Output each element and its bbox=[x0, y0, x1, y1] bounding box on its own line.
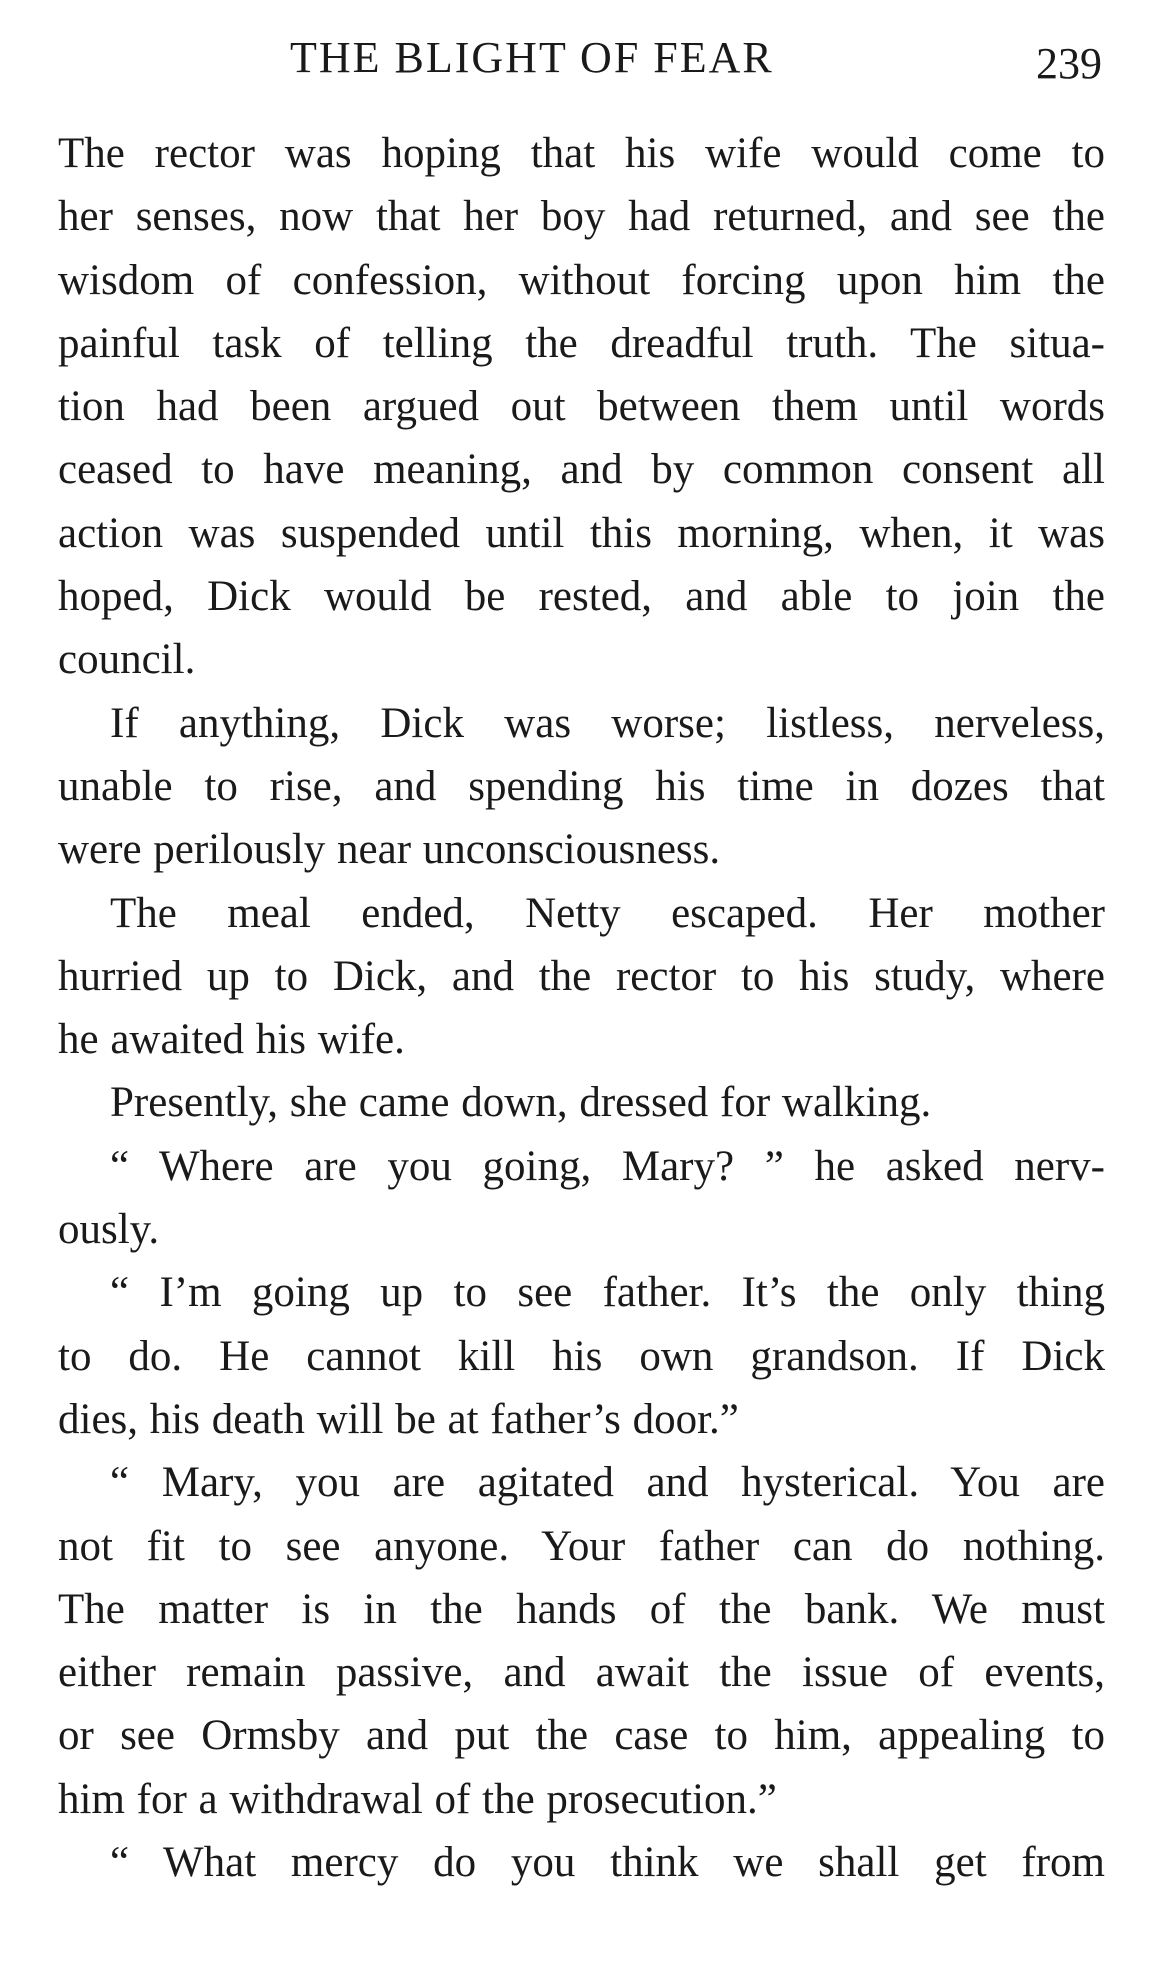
text-line: “ What mercy do you think we shall get from bbox=[110, 1839, 1105, 1887]
paragraph bbox=[58, 1135, 1105, 1262]
text-line: hurried up to Dick, and the rector to his study, where bbox=[58, 952, 1105, 1000]
text-line: ously. bbox=[58, 1206, 160, 1254]
text-line: were perilously near unconsciousness. bbox=[58, 826, 721, 874]
text-line: tion had been argued out between them until words bbox=[58, 383, 1105, 431]
paragraph bbox=[58, 1831, 1105, 1894]
text-line: to do. He cannot kill his own grandson. If Dick bbox=[58, 1332, 1105, 1380]
text-line: If anything, Dick was worse; listless, nerveless, bbox=[110, 699, 1105, 747]
text-line: him for a withdrawal of the prosecution.” bbox=[58, 1775, 777, 1823]
text-line: unable to rise, and spending his time in dozes that bbox=[58, 762, 1105, 810]
paragraph bbox=[58, 692, 1105, 882]
text-line: her senses, now that her boy had returned, and see the bbox=[58, 193, 1105, 241]
text-line: not fit to see anyone. Your father can do nothing. bbox=[58, 1522, 1105, 1570]
text-line: dies, his death will be at father’s door.” bbox=[58, 1395, 739, 1443]
text-line: painful task of telling the dreadful truth. The situa- bbox=[58, 319, 1105, 367]
text-line: or see Ormsby and put the case to him, appealing to bbox=[58, 1712, 1105, 1760]
text-line: action was suspended until this morning, when, it was bbox=[58, 509, 1105, 557]
text-line: hoped, Dick would be rested, and able to join the bbox=[58, 573, 1105, 621]
paragraph bbox=[58, 882, 1105, 1072]
paragraph bbox=[58, 1451, 1105, 1831]
paragraph bbox=[58, 1261, 1105, 1451]
text-line: wisdom of confession, without forcing upon him the bbox=[58, 256, 1105, 304]
text-line: ceased to have meaning, and by common consent all bbox=[58, 446, 1105, 494]
text-line: “ Mary, you are agitated and hysterical. You are bbox=[110, 1459, 1105, 1507]
paragraph bbox=[58, 1071, 1105, 1134]
text-line: he awaited his wife. bbox=[58, 1016, 405, 1064]
text-line: either remain passive, and await the issue of events, bbox=[58, 1649, 1105, 1697]
running-head bbox=[60, 28, 1102, 88]
text-line: The meal ended, Netty escaped. Her mother bbox=[110, 889, 1105, 937]
text-line: “ I’m going up to see father. It’s the only thing bbox=[110, 1269, 1105, 1317]
text-line: Presently, she came down, dressed for walking. bbox=[110, 1079, 932, 1127]
text-line: council. bbox=[58, 636, 196, 684]
body-text bbox=[58, 122, 1105, 1894]
text-line: “ Where are you going, Mary? ” he asked nerv- bbox=[110, 1142, 1105, 1190]
running-title: THE BLIGHT OF FEAR bbox=[290, 33, 774, 82]
page-number: 239 bbox=[1036, 39, 1102, 88]
paragraph bbox=[58, 122, 1105, 692]
text-line: The rector was hoping that his wife would come to bbox=[58, 130, 1105, 177]
text-line: The matter is in the hands of the bank. We must bbox=[58, 1585, 1105, 1633]
